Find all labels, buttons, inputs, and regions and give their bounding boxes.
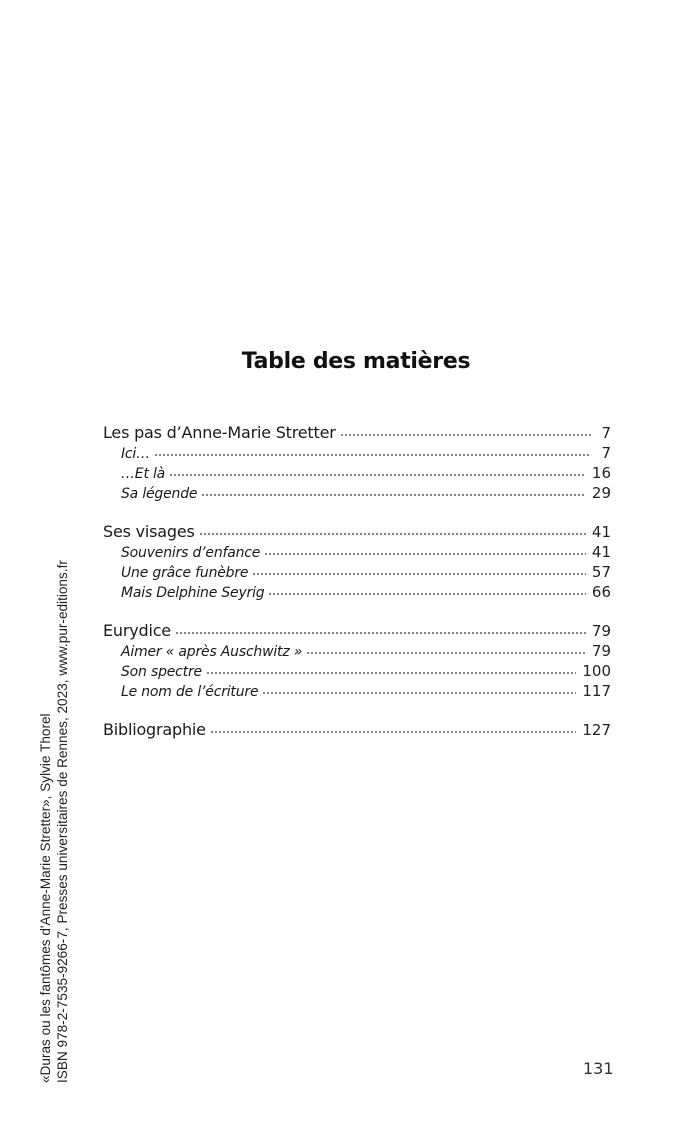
toc-entry-page: 29 — [591, 484, 611, 502]
toc-subsection-entry[interactable] — [103, 443, 611, 463]
table-of-contents — [103, 423, 611, 759]
toc-entry-label: Son spectre — [121, 664, 202, 680]
toc-entry-page: 100 — [582, 662, 611, 680]
toc-entry-page: 41 — [591, 523, 611, 541]
dot-leader — [201, 493, 586, 497]
copyright-credit — [37, 560, 71, 1083]
toc-section — [103, 621, 611, 701]
toc-entry-label: Bibliographie — [103, 720, 206, 739]
toc-entry-label: Le nom de l’écriture — [121, 684, 259, 700]
dot-leader — [199, 532, 586, 536]
toc-entry-page: 7 — [601, 424, 611, 442]
toc-entry-page: 57 — [591, 563, 611, 581]
dot-leader — [264, 552, 586, 556]
toc-entry-label: Eurydice — [103, 621, 171, 640]
toc-entry-page: 16 — [591, 464, 611, 482]
toc-entry-page: 127 — [582, 721, 611, 739]
toc-chapter-entry[interactable] — [103, 522, 611, 542]
toc-chapter-entry[interactable] — [103, 621, 611, 641]
toc-section — [103, 720, 611, 740]
toc-entry-label: Souvenirs d’enfance — [121, 545, 261, 561]
toc-entry-label: Mais Delphine Seyrig — [121, 585, 265, 601]
dot-leader — [175, 631, 586, 635]
toc-entry-label: Ici… — [121, 446, 150, 462]
toc-subsection-entry[interactable] — [103, 681, 611, 701]
toc-subsection-entry[interactable] — [103, 641, 611, 661]
toc-chapter-entry[interactable] — [103, 423, 611, 443]
page-title: Table des matières — [241, 349, 471, 374]
toc-entry-page: 7 — [601, 444, 611, 462]
toc-subsection-entry[interactable] — [103, 582, 611, 602]
toc-entry-label: Ses visages — [103, 522, 195, 541]
dot-leader — [154, 453, 591, 457]
dot-leader — [268, 592, 585, 596]
toc-entry-page: 117 — [582, 682, 611, 700]
dot-leader — [340, 433, 591, 437]
dot-leader — [262, 691, 576, 695]
toc-entry-label: Aimer « après Auschwitz » — [121, 644, 303, 660]
dot-leader — [169, 473, 586, 477]
toc-entry-label: Sa légende — [121, 486, 198, 502]
toc-section — [103, 522, 611, 602]
page-number: 131 — [583, 1059, 614, 1078]
toc-section — [103, 423, 611, 503]
dot-leader — [252, 572, 586, 576]
toc-entry-page: 79 — [591, 622, 611, 640]
toc-entry-label: Une grâce funèbre — [121, 565, 249, 581]
toc-entry-page: 41 — [591, 543, 611, 561]
credit-title-author: «Duras ou les fantômes d'Anne-Marie Stretter», Sylvie Thorel — [38, 713, 53, 1083]
toc-entry-label: Les pas d’Anne-Marie Stretter — [103, 423, 336, 442]
toc-entry-label: …Et là — [121, 466, 166, 482]
toc-subsection-entry[interactable] — [103, 542, 611, 562]
toc-subsection-entry[interactable] — [103, 562, 611, 582]
toc-subsection-entry[interactable] — [103, 463, 611, 483]
credit-isbn-publisher: ISBN 978-2-7535-9266-7, Presses universitaires de Rennes, 2023, www.pur-editions.fr — [55, 560, 70, 1083]
toc-entry-page: 79 — [591, 642, 611, 660]
dot-leader — [210, 730, 577, 734]
toc-subsection-entry[interactable] — [103, 483, 611, 503]
toc-chapter-entry[interactable] — [103, 720, 611, 740]
toc-subsection-entry[interactable] — [103, 661, 611, 681]
dot-leader — [206, 671, 576, 675]
dot-leader — [306, 651, 586, 655]
toc-entry-page: 66 — [591, 583, 611, 601]
